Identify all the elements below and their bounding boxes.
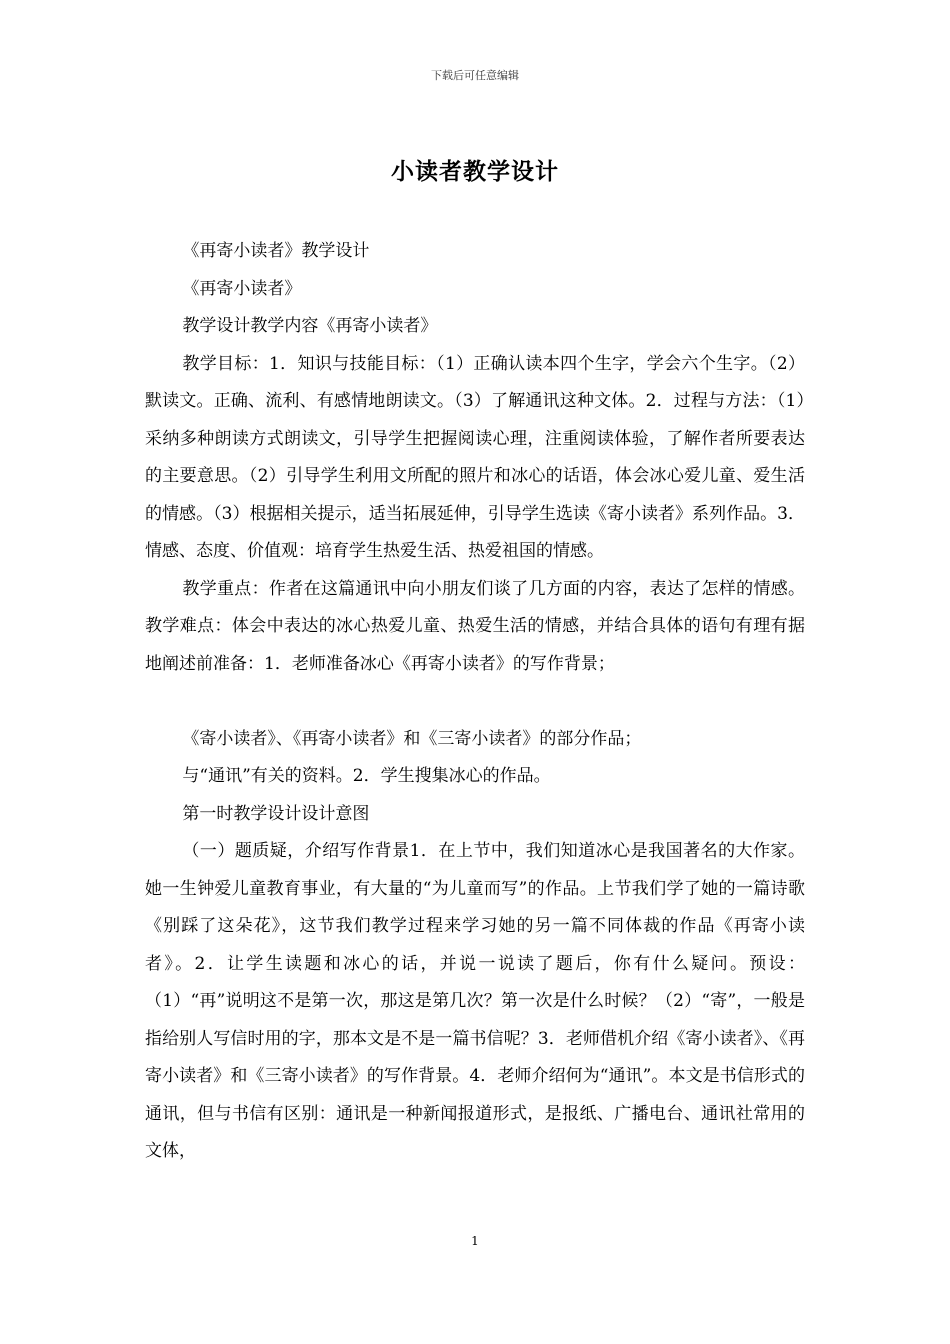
paragraph: 教学重点：作者在这篇通讯中向小朋友们谈了几方面的内容，表达了怎样的情感。教学难点：体会中表达的冰心热爱儿童、热爱生活的情感，并结合具体的语句有理有据地阐述前准备：1．老师准备冰心《再寄小读者》的写作背景；: [145, 578, 805, 674]
paragraph: 《再寄小读者》教学设计: [182, 241, 370, 261]
paragraph: 教学目标：1．知识与技能目标：（1）正确认读本四个生字，学会六个生字。（2）默读文。正确、流利、有感情地朗读文。（3）了解通讯这种文体。2．过程与方法：（1）采纳多种朗读方式朗读文，引导学生把握阅读心理，注重阅读体验，了解作者所要表达的主要意思。（2）引导学生利用文所配的照片和冰心的话语，体会冰心爱儿童、爱生活的情感。（3）根据相关提示，适当拓展延伸，引导学生选读《寄小读者》系列作品。3．情感、态度、价值观：培育学生热爱生活、热爱祖国的情感。: [145, 353, 805, 561]
paragraph: 与“通讯”有关的资料。2．学生搜集冰心的作品。: [182, 766, 551, 786]
document-title: 小读者教学设计: [391, 159, 559, 185]
page-number: 1: [471, 1234, 479, 1248]
paragraph: 《寄小读者》、《再寄小读者》和《三寄小读者》的部分作品；: [182, 728, 642, 749]
paragraph: （一）题质疑，介绍写作背景1．在上节中，我们知道冰心是我国著名的大作家。她一生钟爱儿童教育事业，有大量的“为儿童而写”的作品。上节我们学了她的一篇诗歌《别踩了这朵花》，这节我们教学过程来学习她的另一篇不同体裁的作品《再寄小读者》。2．让学生读题和冰心的话，并说一说读了题后，你有什么疑问。预设：（1）“再”说明这不是第一次，那这是第几次？第一次是什么时候？（2）“寄”，一般是指给别人写信时用的字，那本文是不是一篇书信呢？3．老师借机介绍《寄小读者》、《再寄小读者》和《三寄小读者》的写作背景。4．老师介绍何为“通讯”。本文是书信形式的通讯，但与书信有区别：通讯是一种新闻报道形式，是报纸、广播电台、通讯社常用的文体，: [145, 841, 805, 1161]
header-note: 下载后可任意编辑: [431, 69, 519, 82]
paragraph: 《再寄小读者》: [182, 278, 302, 299]
paragraph: 教学设计教学内容《再寄小读者》: [182, 316, 438, 336]
document-body: [145, 233, 805, 1171]
paragraph: 第一时教学设计设计意图: [182, 803, 370, 824]
